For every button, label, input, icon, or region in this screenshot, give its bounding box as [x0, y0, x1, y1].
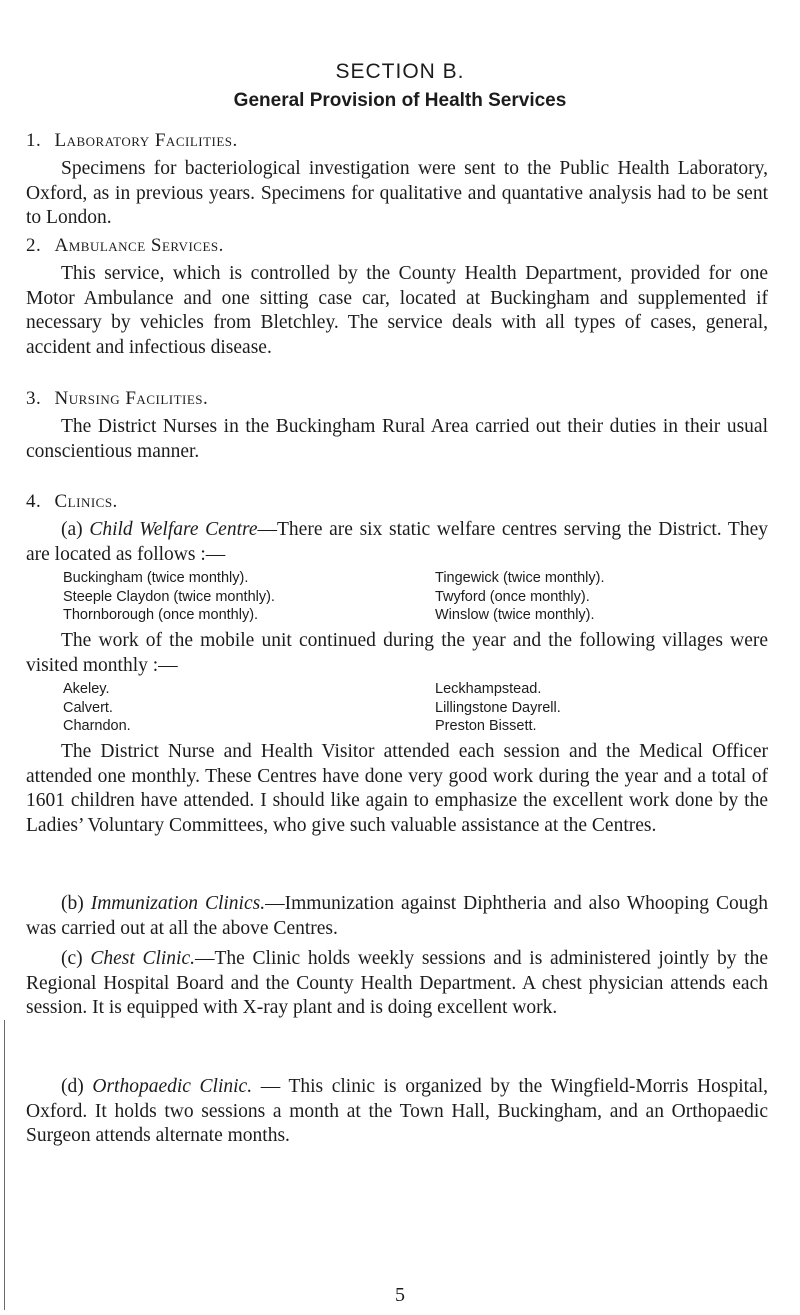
item-title: Orthopaedic Clinic.: [92, 1076, 253, 1097]
laboratory-paragraph: Specimens for bacteriological investigation were sent to the Public Health Laboratory, Oxford, as in previous years. Specimens for qualitative and quantative analysis had to be sent to London.: [26, 158, 768, 228]
list-item: Winslow (twice monthly).: [435, 607, 595, 623]
district-nurse-paragraph: The District Nurse and Health Visitor attended each session and the Medical Officer attended one monthly. These Centres have done very good work during the year and a total of 1601 children have attended. I should like again to emphasize the excellent work done by the Ladies’ Voluntary Committees, who give such valuable assistance at the Centres.: [26, 741, 768, 836]
list-item: Leckhampstead.: [435, 681, 542, 697]
list-item: Steeple Claydon (twice monthly).: [63, 588, 275, 605]
child-welfare-paragraph: [26, 518, 768, 567]
heading-laboratory: [26, 130, 238, 152]
heading-clinics: [26, 491, 118, 513]
orthopaedic-clinic-paragraph: [26, 1075, 768, 1149]
list-item: Twyford (once monthly).: [435, 588, 590, 605]
list-item: Preston Bissett.: [435, 718, 537, 734]
item-label: (b): [61, 893, 84, 914]
item-text: — This clinic is organized by the Wingfield-Morris Hospital, Oxford. It holds two sessions a month at the Town Hall, Buckingham, and an Orthopaedic Surgeon attends alternate months.: [26, 1076, 768, 1146]
mobile-unit-paragraph: The work of the mobile unit continued during the year and the following villages were visited monthly :—: [26, 630, 768, 676]
section-subtitle: General Provision of Health Services: [233, 90, 567, 111]
heading-nursing: [26, 388, 208, 410]
nursing-paragraph: The District Nurses in the Buckingham Rural Area carried out their duties in their usual conscientious manner.: [26, 416, 768, 462]
item-label: (d): [61, 1076, 84, 1097]
chest-clinic-paragraph: [26, 947, 768, 1021]
scan-margin-line: [4, 1020, 5, 1310]
ambulance-paragraph: This service, which is controlled by the County Health Department, provided for one Motor Ambulance and one sitting case car, located at Buckingham and supplemented if necessary by vehicles from Bletchley. The service deals with all types of cases, general, accident and infectious disease.: [26, 263, 768, 358]
item-title: Immunization Clinics.: [90, 893, 266, 914]
heading-text: Ambulance Services.: [54, 235, 224, 256]
immunization-paragraph: [26, 892, 768, 941]
item-text: —The Clinic holds weekly sessions and is administered jointly by the Regional Hospital Board and the County Health Department. A chest physician attends each session. It is equipped with X-ray plant and is doing excellent work.: [26, 948, 769, 1018]
heading-number: 4.: [26, 491, 42, 512]
list-item: Buckingham (twice monthly).: [63, 570, 249, 586]
heading-text: Clinics.: [54, 491, 118, 512]
list-item: Tingewick (twice monthly).: [435, 570, 605, 586]
section-title: SECTION B.: [335, 60, 465, 83]
item-text: —Immunization against Diphtheria and also Whooping Cough was carried out at all the above Centres.: [26, 893, 769, 939]
list-item: Lillingstone Dayrell.: [435, 699, 561, 716]
item-title: Chest Clinic.: [90, 948, 196, 969]
page-number: 5: [395, 1284, 405, 1306]
heading-number: 2.: [26, 235, 42, 256]
heading-ambulance: [26, 235, 224, 257]
heading-text: Laboratory Facilities.: [54, 130, 238, 151]
heading-number: 3.: [26, 388, 42, 409]
item-label: (a): [61, 519, 83, 540]
list-item: Thornborough (once monthly).: [63, 607, 259, 623]
item-text: —There are six static welfare centres serving the District. They are located as follows :—: [26, 519, 769, 565]
heading-text: Nursing Facilities.: [54, 388, 209, 409]
item-title: Child Welfare Centre: [89, 519, 258, 540]
list-item: Calvert.: [63, 699, 113, 716]
list-item: Akeley.: [63, 681, 110, 697]
list-item: Charndon.: [63, 718, 131, 734]
item-label: (c): [61, 948, 83, 969]
heading-number: 1.: [26, 130, 42, 151]
